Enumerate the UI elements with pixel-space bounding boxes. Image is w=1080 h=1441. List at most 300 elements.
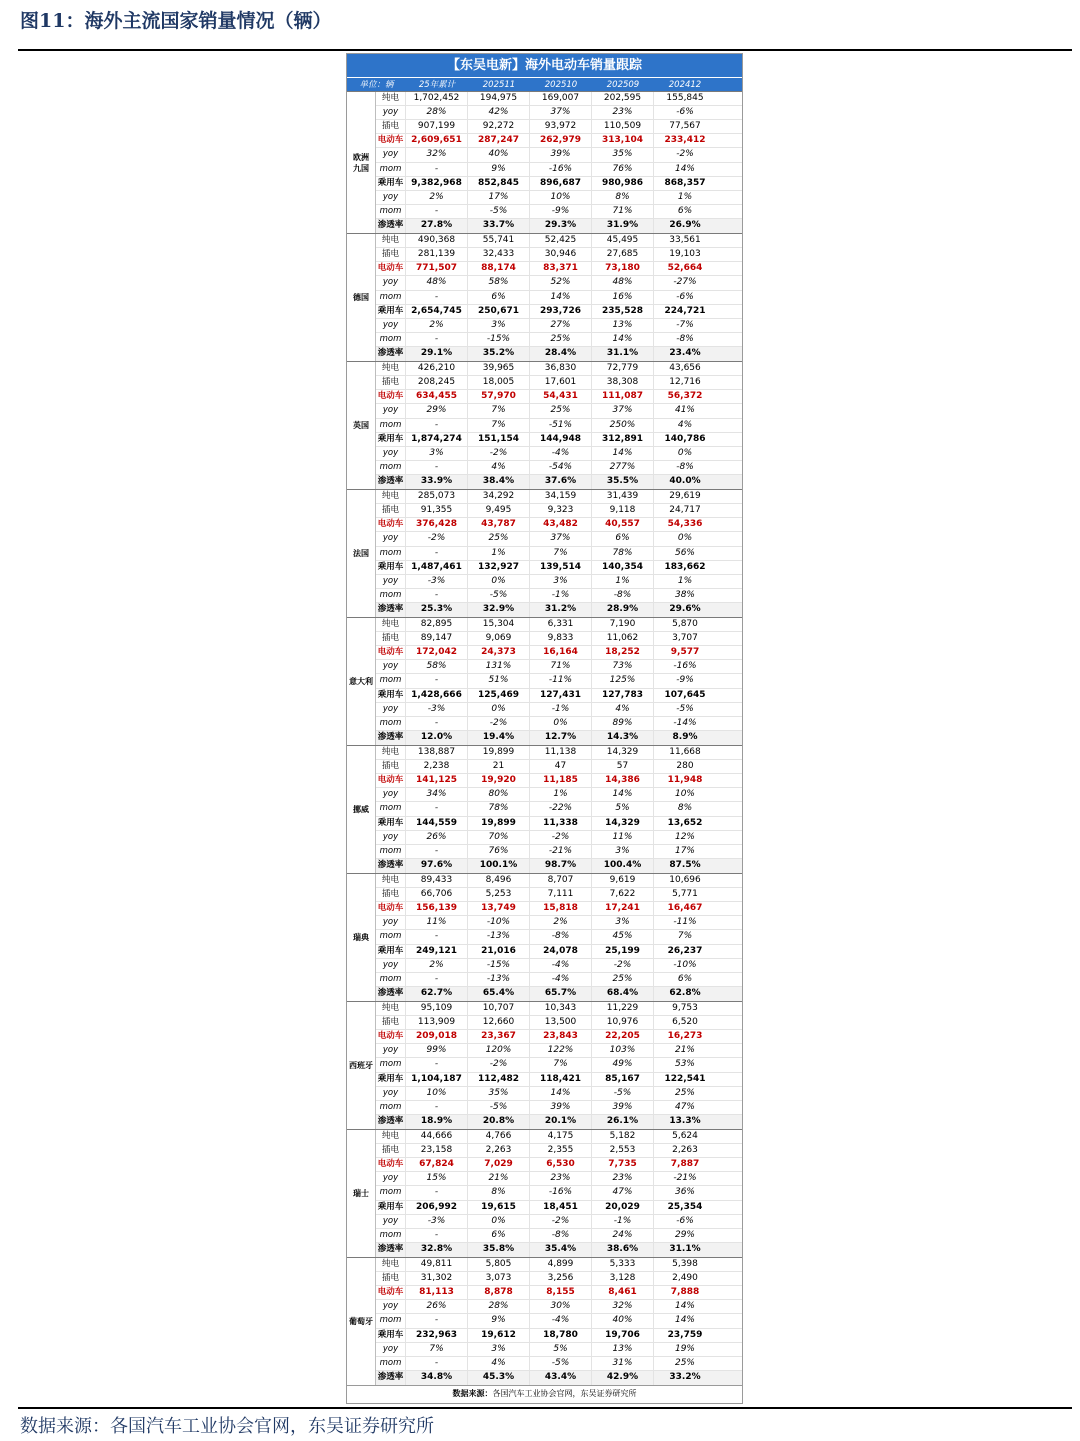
table-cell: 0% bbox=[677, 447, 693, 458]
table-row bbox=[376, 888, 742, 902]
table-cell: 27.8% bbox=[406, 219, 468, 233]
table-cell: - bbox=[406, 461, 468, 474]
table-cell: 72,779 bbox=[592, 362, 654, 375]
table-cell: 93,972 bbox=[530, 120, 592, 133]
table-row bbox=[376, 575, 742, 589]
table-cell: 17% bbox=[468, 191, 530, 204]
table-cell: 313,104 bbox=[592, 134, 654, 147]
table-cell: 7,029 bbox=[468, 1158, 530, 1171]
table-cell: 868,357 bbox=[664, 177, 706, 188]
table-cell: -3% bbox=[406, 1215, 468, 1228]
row-label: yoy bbox=[376, 1044, 406, 1057]
table-cell: 11,229 bbox=[592, 1002, 654, 1015]
table-cell: 18,451 bbox=[530, 1201, 592, 1214]
table-row bbox=[376, 902, 742, 916]
table-cell: 2% bbox=[406, 191, 468, 204]
table-cell: 23,759 bbox=[667, 1329, 703, 1340]
row-label: mom bbox=[376, 205, 406, 218]
table-row bbox=[376, 731, 742, 745]
table-cell: 11,338 bbox=[530, 817, 592, 830]
table-cell: 262,979 bbox=[530, 134, 592, 147]
table-cell: 15,818 bbox=[530, 902, 592, 915]
row-label: yoy bbox=[376, 1215, 406, 1228]
table-row bbox=[376, 1158, 742, 1172]
table-cell: 41% bbox=[674, 405, 695, 416]
table-cell: 25.3% bbox=[406, 603, 468, 617]
table-body bbox=[347, 91, 742, 1385]
row-label: 插电 bbox=[376, 760, 406, 773]
table-cell: 4% bbox=[592, 703, 654, 716]
table-cell: 5,870 bbox=[672, 619, 698, 630]
table-cell: 16,467 bbox=[667, 903, 703, 914]
table-cell: 40.0% bbox=[669, 475, 701, 486]
table-row bbox=[376, 177, 742, 191]
row-label: mom bbox=[376, 973, 406, 986]
table-cell: 25% bbox=[674, 1357, 695, 1368]
table-cell: 26% bbox=[406, 831, 468, 844]
table-cell: 38.6% bbox=[592, 1243, 654, 1257]
table-cell: 29.6% bbox=[669, 603, 701, 614]
table-cell: 76% bbox=[468, 845, 530, 858]
table-cell: 14% bbox=[592, 447, 654, 460]
country-group bbox=[347, 361, 742, 489]
table-cell: 45.3% bbox=[468, 1371, 530, 1385]
table-cell: 32,433 bbox=[468, 248, 530, 261]
row-label: 渗透率 bbox=[376, 219, 406, 233]
table-row bbox=[376, 518, 742, 532]
table-cell: 100.4% bbox=[592, 859, 654, 873]
table-row bbox=[376, 347, 742, 361]
table-cell: 6,331 bbox=[530, 618, 592, 631]
bottom-rule bbox=[18, 1407, 1072, 1409]
table-cell: -15% bbox=[468, 959, 530, 972]
table-row bbox=[376, 333, 742, 347]
country-group bbox=[347, 1129, 742, 1257]
table-cell: - bbox=[406, 802, 468, 815]
row-label: 渗透率 bbox=[376, 347, 406, 361]
table-cell: 19,103 bbox=[669, 249, 701, 260]
table-row bbox=[376, 916, 742, 930]
table-cell: 40,557 bbox=[592, 518, 654, 531]
table-cell: 39% bbox=[592, 1101, 654, 1114]
table-row bbox=[376, 1357, 742, 1371]
table-cell: 27,685 bbox=[592, 248, 654, 261]
table-cell: 35.2% bbox=[468, 347, 530, 361]
table-cell: -8% bbox=[592, 589, 654, 602]
table-cell: 376,428 bbox=[406, 518, 468, 531]
table-cell: 28.9% bbox=[592, 603, 654, 617]
table-cell: -3% bbox=[406, 575, 468, 588]
table-cell: 4,766 bbox=[468, 1130, 530, 1143]
table-row bbox=[376, 1286, 742, 1300]
row-label: yoy bbox=[376, 1343, 406, 1356]
table-cell: 7,735 bbox=[592, 1158, 654, 1171]
table-cell: 76% bbox=[592, 163, 654, 176]
table-cell: 5,253 bbox=[468, 888, 530, 901]
table-cell: 426,210 bbox=[406, 362, 468, 375]
table-cell: 138,887 bbox=[406, 746, 468, 759]
table-cell: 169,007 bbox=[530, 92, 592, 105]
table-cell: 7,887 bbox=[670, 1159, 700, 1170]
table-cell: 9,323 bbox=[530, 504, 592, 517]
table-cell: - bbox=[406, 419, 468, 432]
table-cell: 2,263 bbox=[468, 1144, 530, 1157]
table-cell: 62.7% bbox=[406, 987, 468, 1001]
table-cell: 1,104,187 bbox=[406, 1073, 468, 1086]
table-cell: 21% bbox=[674, 1045, 695, 1056]
country-name: 德国 bbox=[347, 234, 376, 361]
table-cell: 285,073 bbox=[406, 490, 468, 503]
table-cell: 49% bbox=[592, 1058, 654, 1071]
table-cell: 9,577 bbox=[670, 647, 700, 658]
table-row bbox=[376, 1101, 742, 1115]
table-cell: 100.1% bbox=[468, 859, 530, 873]
row-label: 电动车 bbox=[376, 262, 406, 275]
table-cell: 25% bbox=[530, 333, 592, 346]
row-label: 渗透率 bbox=[376, 987, 406, 1001]
table-row bbox=[376, 1115, 742, 1129]
table-cell: -15% bbox=[468, 333, 530, 346]
row-label: yoy bbox=[376, 191, 406, 204]
table-cell: 83,371 bbox=[530, 262, 592, 275]
row-label: 乘用车 bbox=[376, 1329, 406, 1342]
table-row bbox=[376, 788, 742, 802]
table-cell: 9,118 bbox=[592, 504, 654, 517]
table-cell: 156,139 bbox=[406, 902, 468, 915]
table-cell: 15,304 bbox=[468, 618, 530, 631]
row-label: mom bbox=[376, 845, 406, 858]
row-label: 渗透率 bbox=[376, 603, 406, 617]
row-label: 插电 bbox=[376, 1144, 406, 1157]
table-row bbox=[376, 262, 742, 276]
table-cell: 7% bbox=[530, 547, 592, 560]
table-cell: 30% bbox=[530, 1300, 592, 1313]
table-cell: 14% bbox=[530, 1087, 592, 1100]
table-cell: 3% bbox=[468, 1343, 530, 1356]
row-label: 乘用车 bbox=[376, 689, 406, 702]
table-cell: 9,069 bbox=[468, 632, 530, 645]
row-label: 乘用车 bbox=[376, 305, 406, 318]
table-row bbox=[376, 874, 742, 888]
table-row bbox=[376, 248, 742, 262]
row-label: 电动车 bbox=[376, 902, 406, 915]
table-cell: 29.3% bbox=[530, 219, 592, 233]
table-cell: 36,830 bbox=[530, 362, 592, 375]
column-header-202510: 202510 bbox=[544, 80, 578, 90]
table-cell: 92,272 bbox=[468, 120, 530, 133]
table-cell: 42.9% bbox=[592, 1371, 654, 1385]
table-cell: 28% bbox=[468, 1300, 530, 1313]
table-cell: 7% bbox=[530, 1058, 592, 1071]
table-cell: 25% bbox=[468, 532, 530, 545]
table-cell: 122% bbox=[530, 1044, 592, 1057]
table-cell: - bbox=[406, 1058, 468, 1071]
country-name: 挪威 bbox=[347, 746, 376, 873]
table-cell: 5,398 bbox=[672, 1258, 698, 1269]
table-cell: -4% bbox=[530, 447, 592, 460]
table-row bbox=[376, 504, 742, 518]
row-label: yoy bbox=[376, 1172, 406, 1185]
row-label: 渗透率 bbox=[376, 731, 406, 745]
table-row bbox=[376, 490, 742, 504]
table-cell: 7,888 bbox=[670, 1287, 700, 1298]
table-cell: 9,495 bbox=[468, 504, 530, 517]
table-row bbox=[376, 689, 742, 703]
table-row bbox=[376, 1087, 742, 1101]
table-cell: 34,159 bbox=[530, 490, 592, 503]
table-cell: 24,717 bbox=[669, 505, 701, 516]
row-label: 纯电 bbox=[376, 1130, 406, 1143]
table-row bbox=[376, 433, 742, 447]
table-source-label: 数据来源： bbox=[452, 1388, 493, 1398]
table-cell: 29,619 bbox=[669, 491, 701, 502]
table-cell: 2% bbox=[530, 916, 592, 929]
table-cell: 17,601 bbox=[530, 376, 592, 389]
country-name: 葡萄牙 bbox=[347, 1258, 376, 1385]
table-cell: 235,528 bbox=[592, 305, 654, 318]
row-label: yoy bbox=[376, 916, 406, 929]
table-cell: 66,706 bbox=[406, 888, 468, 901]
table-row bbox=[376, 1130, 742, 1144]
table-cell: 21,016 bbox=[468, 945, 530, 958]
row-label: 纯电 bbox=[376, 490, 406, 503]
row-label: yoy bbox=[376, 703, 406, 716]
table-cell: 0% bbox=[468, 575, 530, 588]
table-row bbox=[376, 1186, 742, 1200]
country-group bbox=[347, 233, 742, 361]
row-label: 乘用车 bbox=[376, 945, 406, 958]
table-cell: -16% bbox=[673, 661, 697, 672]
table-cell: 11,668 bbox=[669, 747, 701, 758]
table-cell: 39% bbox=[530, 148, 592, 161]
table-row bbox=[376, 674, 742, 688]
table-cell: 490,368 bbox=[406, 234, 468, 247]
table-row bbox=[376, 106, 742, 120]
table-cell: -5% bbox=[592, 1087, 654, 1100]
table-cell: 35% bbox=[592, 148, 654, 161]
table-row bbox=[376, 1300, 742, 1314]
table-cell: 206,992 bbox=[406, 1201, 468, 1214]
table-row bbox=[376, 234, 742, 248]
row-label: 纯电 bbox=[376, 362, 406, 375]
table-cell: 37% bbox=[592, 404, 654, 417]
row-label: 电动车 bbox=[376, 646, 406, 659]
table-cell: 19.4% bbox=[468, 731, 530, 745]
table-cell: 2,263 bbox=[672, 1145, 698, 1156]
table-cell: -13% bbox=[468, 973, 530, 986]
table-cell: 28.4% bbox=[530, 347, 592, 361]
table-row bbox=[376, 120, 742, 134]
table-cell: 5,771 bbox=[672, 889, 698, 900]
table-cell: - bbox=[406, 717, 468, 730]
table-cell: -2% bbox=[468, 717, 530, 730]
table-cell: -2% bbox=[468, 447, 530, 460]
table-cell: 0% bbox=[468, 703, 530, 716]
table-cell: 23,367 bbox=[468, 1030, 530, 1043]
table-cell: 9,753 bbox=[672, 1003, 698, 1013]
table-cell: 151,154 bbox=[468, 433, 530, 446]
row-label: 插电 bbox=[376, 120, 406, 133]
table-row bbox=[376, 746, 742, 760]
row-label: yoy bbox=[376, 404, 406, 417]
table-cell: 37% bbox=[530, 532, 592, 545]
table-cell: 77,567 bbox=[669, 121, 701, 132]
table-cell: 120% bbox=[468, 1044, 530, 1057]
row-label: 插电 bbox=[376, 376, 406, 389]
row-label: yoy bbox=[376, 447, 406, 460]
table-cell: 10% bbox=[674, 789, 695, 800]
table-cell: 1% bbox=[592, 575, 654, 588]
table-cell: 139,514 bbox=[530, 561, 592, 574]
table-cell: 65.4% bbox=[468, 987, 530, 1001]
table-row bbox=[376, 1044, 742, 1058]
table-cell: 2,654,745 bbox=[406, 305, 468, 318]
table-cell: 87.5% bbox=[669, 859, 701, 870]
table-row bbox=[376, 802, 742, 816]
row-label: 电动车 bbox=[376, 518, 406, 531]
table-cell: 12,660 bbox=[468, 1016, 530, 1029]
table-cell: 12% bbox=[674, 831, 695, 842]
table-row bbox=[376, 305, 742, 319]
table-cell: 2,355 bbox=[530, 1144, 592, 1157]
table-cell: -54% bbox=[530, 461, 592, 474]
table-cell: 20.8% bbox=[468, 1115, 530, 1129]
footer-source: 数据来源：各国汽车工业协会官网，东吴证券研究所 bbox=[20, 1416, 434, 1437]
table-cell: 35.4% bbox=[530, 1243, 592, 1257]
table-cell: 48% bbox=[406, 276, 468, 289]
row-label: yoy bbox=[376, 1300, 406, 1313]
table-row bbox=[376, 1172, 742, 1186]
top-rule bbox=[18, 49, 1072, 51]
table-cell: 6% bbox=[677, 205, 693, 216]
row-label: yoy bbox=[376, 319, 406, 332]
row-label: 插电 bbox=[376, 632, 406, 645]
table-cell: - bbox=[406, 1101, 468, 1114]
table-cell: 12.7% bbox=[530, 731, 592, 745]
table-cell: 88,174 bbox=[468, 262, 530, 275]
table-cell: 12,716 bbox=[669, 377, 701, 388]
table-row bbox=[376, 1215, 742, 1229]
table-cell: 36% bbox=[674, 1187, 695, 1198]
table-row bbox=[376, 632, 742, 646]
table-cell: -1% bbox=[530, 589, 592, 602]
table-cell: -2% bbox=[406, 532, 468, 545]
table-cell: 14% bbox=[592, 333, 654, 346]
table-cell: 35.8% bbox=[468, 1243, 530, 1257]
table-cell: -10% bbox=[673, 959, 697, 970]
table-cell: - bbox=[406, 674, 468, 687]
table-cell: 32.9% bbox=[468, 603, 530, 617]
row-label: 电动车 bbox=[376, 1286, 406, 1299]
table-source bbox=[347, 1385, 742, 1401]
table-cell: 6,530 bbox=[530, 1158, 592, 1171]
table-cell: 10% bbox=[406, 1087, 468, 1100]
table-cell: 19% bbox=[674, 1343, 695, 1354]
table-cell: 51% bbox=[468, 674, 530, 687]
table-cell: 95,109 bbox=[406, 1002, 468, 1015]
table-cell: 19,920 bbox=[468, 774, 530, 787]
table-cell: 9,833 bbox=[530, 632, 592, 645]
table-cell: 25,354 bbox=[667, 1201, 703, 1212]
row-label: yoy bbox=[376, 959, 406, 972]
country-group bbox=[347, 617, 742, 745]
table-cell: 4,899 bbox=[530, 1258, 592, 1271]
table-cell: 97.6% bbox=[406, 859, 468, 873]
table-cell: -8% bbox=[530, 1229, 592, 1242]
table-cell: 14% bbox=[592, 788, 654, 801]
table-cell: 26% bbox=[406, 1300, 468, 1313]
table-cell: 47% bbox=[674, 1101, 695, 1112]
table-cell: 0% bbox=[468, 1215, 530, 1228]
table-cell: 34% bbox=[406, 788, 468, 801]
table-cell: 8,707 bbox=[530, 874, 592, 887]
table-cell: 38,308 bbox=[592, 376, 654, 389]
table-row bbox=[376, 1002, 742, 1016]
table-cell: 132,927 bbox=[468, 561, 530, 574]
table-cell: 78% bbox=[468, 802, 530, 815]
table-cell: -10% bbox=[468, 916, 530, 929]
table-cell: 233,412 bbox=[664, 135, 706, 146]
row-label: 乘用车 bbox=[376, 433, 406, 446]
table-cell: 7% bbox=[468, 419, 530, 432]
table-cell: 9% bbox=[468, 1314, 530, 1327]
column-header-unit: 单位：辆 bbox=[359, 80, 394, 90]
country-name: 法国 bbox=[347, 490, 376, 617]
table-cell: 20.1% bbox=[530, 1115, 592, 1129]
row-label: mom bbox=[376, 930, 406, 943]
table-cell: -7% bbox=[676, 319, 694, 330]
table-cell: -5% bbox=[468, 589, 530, 602]
table-cell: 112,482 bbox=[468, 1073, 530, 1086]
table-cell: - bbox=[406, 930, 468, 943]
table-cell: 10,343 bbox=[530, 1002, 592, 1015]
table-cell: 15% bbox=[406, 1172, 468, 1185]
table-cell: 67,824 bbox=[406, 1158, 468, 1171]
table-cell: 62.8% bbox=[669, 987, 701, 998]
table-cell: 39% bbox=[530, 1101, 592, 1114]
table-cell: 33.2% bbox=[669, 1371, 701, 1382]
table-cell: 24,078 bbox=[530, 945, 592, 958]
row-label: yoy bbox=[376, 148, 406, 161]
table-cell: 8.9% bbox=[672, 731, 698, 742]
row-label: mom bbox=[376, 461, 406, 474]
country-name: 瑞士 bbox=[347, 1130, 376, 1257]
table-cell: 31,439 bbox=[592, 490, 654, 503]
table-row bbox=[376, 703, 742, 717]
table-cell: 3,128 bbox=[592, 1272, 654, 1285]
table-cell: 14,386 bbox=[592, 774, 654, 787]
row-label: mom bbox=[376, 1058, 406, 1071]
row-label: mom bbox=[376, 1229, 406, 1242]
table-cell: 23% bbox=[592, 1172, 654, 1185]
table-cell: 277% bbox=[592, 461, 654, 474]
table-cell: 13.3% bbox=[669, 1115, 701, 1126]
table-cell: 127,783 bbox=[592, 689, 654, 702]
table-cell: 14,329 bbox=[592, 817, 654, 830]
table-row bbox=[376, 419, 742, 433]
country-group bbox=[347, 91, 742, 233]
table-row bbox=[376, 390, 742, 404]
table-cell: 125% bbox=[592, 674, 654, 687]
table-cell: 3% bbox=[592, 916, 654, 929]
table-cell: -2% bbox=[592, 959, 654, 972]
table-cell: 2,490 bbox=[672, 1273, 698, 1284]
table-cell: 19,612 bbox=[468, 1329, 530, 1342]
country-name: 意大利 bbox=[347, 618, 376, 745]
table-cell: 34.8% bbox=[406, 1371, 468, 1385]
table-row bbox=[376, 362, 742, 376]
table-cell: 9% bbox=[468, 163, 530, 176]
